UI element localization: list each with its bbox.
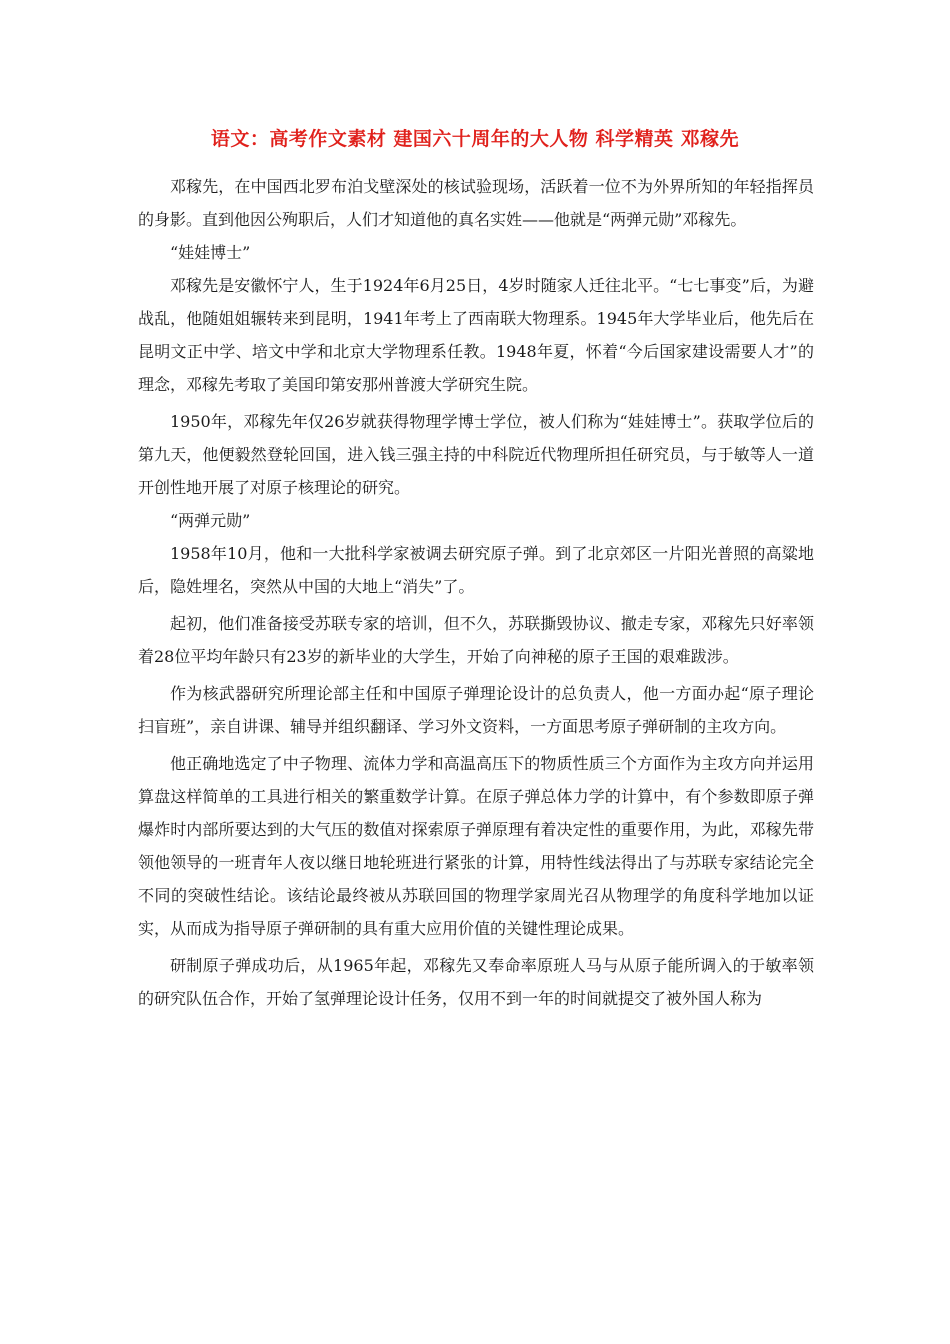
paragraph: 邓稼先是安徽怀宁人，生于1924年6月25日，4岁时随家人迁往北平。“七七事变”后，为避战乱，他随姐姐辗转来到昆明，1941年考上了西南联大物理系。1945年大学毕业后，他先后在昆明文正中学、培文中学和北京大学物理系任教。1948年夏，怀着“今后国家建设需要人才”的理念，邓稼先考取了美国印第安那州普渡大学研究生院。 [138, 276, 814, 394]
article-body [138, 170, 814, 1015]
paragraph: 1950年，邓稼先年仅26岁就获得物理学博士学位，被人们称为“娃娃博士”。获取学位后的第九天，他便毅然登轮回国，进入钱三强主持的中科院近代物理所担任研究员，与于敏等人一道开创性地开展了对原子核理论的研究。 [138, 412, 814, 497]
page-title: 语文：高考作文素材 建国六十周年的大人物 科学精英 邓稼先 [210, 128, 740, 150]
paragraph: 作为核武器研究所理论部主任和中国原子弹理论设计的总负责人，他一方面办起“原子理论扫盲班”，亲自讲课、辅导并组织翻译、学习外文资料，一方面思考原子弹研制的主攻方向。 [138, 684, 814, 736]
section-heading: “两弹元勋” [170, 511, 251, 530]
paragraph: 研制原子弹成功后，从1965年起，邓稼先又奉命率原班人马与从原子能所调入的于敏率领的研究队伍合作，开始了氢弹理论设计任务，仅用不到一年的时间就提交了被外国人称为 [138, 956, 814, 1008]
paragraph: 他正确地选定了中子物理、流体力学和高温高压下的物质性质三个方面作为主攻方向并运用算盘这样简单的工具进行相关的繁重数学计算。在原子弹总体力学的计算中，有个参数即原子弹爆炸时内部所要达到的大气压的数值对探索原子弹原理有着决定性的重要作用，为此，邓稼先带领他领导的一班青年人夜以继日地轮班进行紧张的计算，用特性线法得出了与苏联专家结论完全不同的突破性结论。该结论最终被从苏联回国的物理学家周光召从物理学的角度科学地加以证实，从而成为指导原子弹研制的具有重大应用价值的关键性理论成果。 [138, 754, 814, 938]
paragraph: 起初，他们准备接受苏联专家的培训，但不久，苏联撕毁协议、撤走专家，邓稼先只好率领着28位平均年龄只有23岁的新毕业的大学生，开始了向神秘的原子王国的艰难跋涉。 [138, 614, 814, 666]
section-heading: “娃娃博士” [170, 243, 251, 262]
paragraph: 邓稼先，在中国西北罗布泊戈壁深处的核试验现场，活跃着一位不为外界所知的年轻指挥员的身影。直到他因公殉职后，人们才知道他的真名实姓——他就是“两弹元勋”邓稼先。 [138, 177, 814, 229]
paragraph: 1958年10月，他和一大批科学家被调去研究原子弹。到了北京郊区一片阳光普照的高粱地后，隐姓埋名，突然从中国的大地上“消失”了。 [138, 544, 814, 596]
